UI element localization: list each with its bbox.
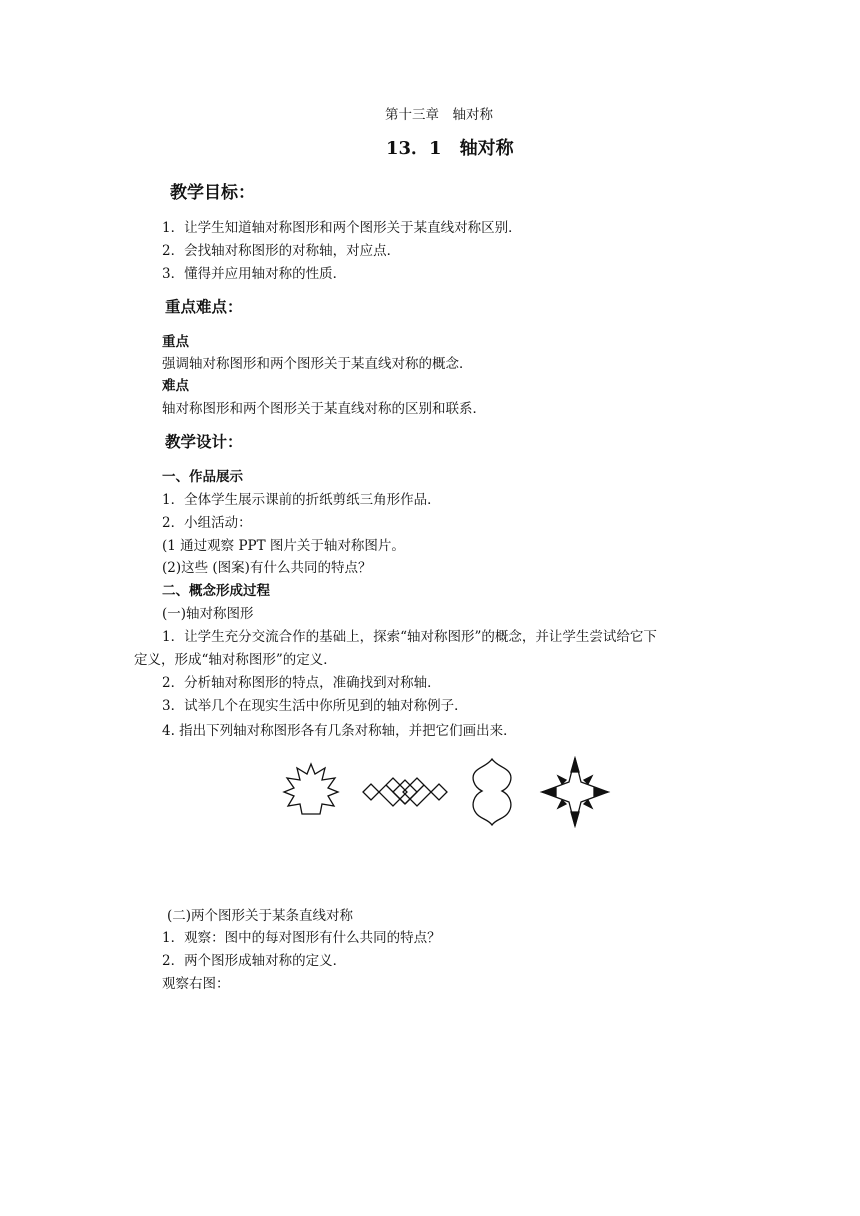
- part2-heading: 二、概念形成过程: [162, 583, 270, 599]
- sub1-heading: (一)轴对称图形: [162, 606, 254, 622]
- vase-outline-icon: [466, 757, 518, 827]
- sub2-item: 1．观察：图中的每对图形有什么共同的特点？: [162, 930, 441, 946]
- key-label: 重点: [162, 334, 189, 350]
- sub1-item1-line1: 1．让学生充分交流合作的基础上，探索“轴对称图形”的概念，并让学生尝试给它下: [162, 629, 657, 645]
- part1-item: 2．小组活动：: [162, 515, 252, 531]
- design-heading: 教学设计：: [165, 433, 243, 451]
- sub1-item3: 3．试举几个在现实生活中你所见到的轴对称例子．: [162, 698, 468, 714]
- sub2-item: 观察右图：: [162, 976, 230, 992]
- sub1-item4: 4. 指出下列轴对称图形各有几条对称轴，并把它们画出来．: [162, 723, 517, 739]
- goals-heading: 教学目标：: [170, 183, 255, 203]
- goal-item: 2．会找轴对称图形的对称轴，对应点．: [162, 243, 401, 259]
- sub1-item1-line2: 定义，形成“轴对称图形”的定义．: [134, 652, 337, 668]
- goal-item: 3．懂得并应用轴对称的性质．: [162, 266, 347, 282]
- four-point-star-icon: [538, 756, 612, 828]
- key-heading: 重点难点：: [165, 298, 243, 316]
- difficult-label: 难点: [162, 378, 189, 394]
- part1-item: (1 通过观察 PPT 图片关于轴对称图片。: [162, 538, 405, 554]
- key-text: 强调轴对称图形和两个图形关于某直线对称的概念．: [162, 356, 473, 372]
- sub1-item2: 2．分析轴对称图形的特点，准确找到对称轴．: [162, 675, 441, 691]
- section-title: 13．1 轴对称: [386, 138, 514, 159]
- maple-leaf-icon: [280, 762, 342, 820]
- goal-item: 1．让学生知道轴对称图形和两个图形关于某直线对称区别．: [162, 220, 522, 236]
- chapter-title: 第十三章 轴对称: [385, 107, 493, 123]
- part1-item: 1．全体学生展示课前的折纸剪纸三角形作品．: [162, 492, 441, 508]
- part1-item: (2)这些 (图案)有什么共同的特点？: [162, 560, 372, 576]
- knot-pattern-icon: [360, 770, 450, 814]
- difficult-text: 轴对称图形和两个图形关于某直线对称的区别和联系．: [162, 401, 486, 417]
- sub2-item: 2．两个图形成轴对称的定义．: [162, 953, 347, 969]
- part1-heading: 一、作品展示: [162, 469, 243, 485]
- sub2-heading: (二)两个图形关于某条直线对称: [167, 908, 354, 924]
